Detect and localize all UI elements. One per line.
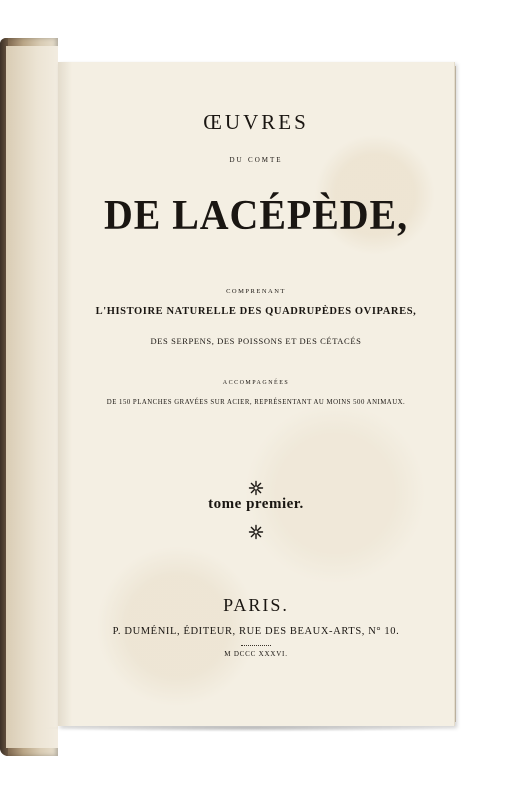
author-name: DE LACÉPÈDE, [103, 193, 409, 239]
text-planches: DE 150 PLANCHES GRAVÉES SUR ACIER, REPRÉSENTANT AU MOINS 500 ANIMAUX. [106, 399, 406, 406]
text-histoire: L'HISTOIRE NATURELLE DES QUADRUPÈDES OVIPARES, [95, 306, 417, 317]
asterism-flower-icon [248, 524, 264, 540]
dotted-rule [241, 645, 271, 646]
subheading-du-comte: du comte [229, 154, 283, 165]
heading-oeuvres: ŒUVRES [203, 110, 309, 134]
volume-label: tome premier. [208, 496, 304, 512]
imprint-year: M DCCC XXXVI. [224, 650, 288, 658]
text-serpens: DES SERPENS, DES POISSONS ET DES CÉTACÉS [150, 336, 362, 346]
title-page [58, 62, 455, 726]
imprint-city: PARIS. [223, 595, 289, 615]
imprint-publisher: P. DUMÉNIL, ÉDITEUR, RUE DES BEAUX-ARTS, N° 10. [112, 626, 400, 637]
flyleaf-page [6, 46, 58, 748]
text-comprenant: COMPRENANT [226, 288, 286, 295]
text-accompagnees: ACCOMPAGNÉES [222, 380, 290, 386]
asterism-flower-icon [248, 480, 264, 496]
